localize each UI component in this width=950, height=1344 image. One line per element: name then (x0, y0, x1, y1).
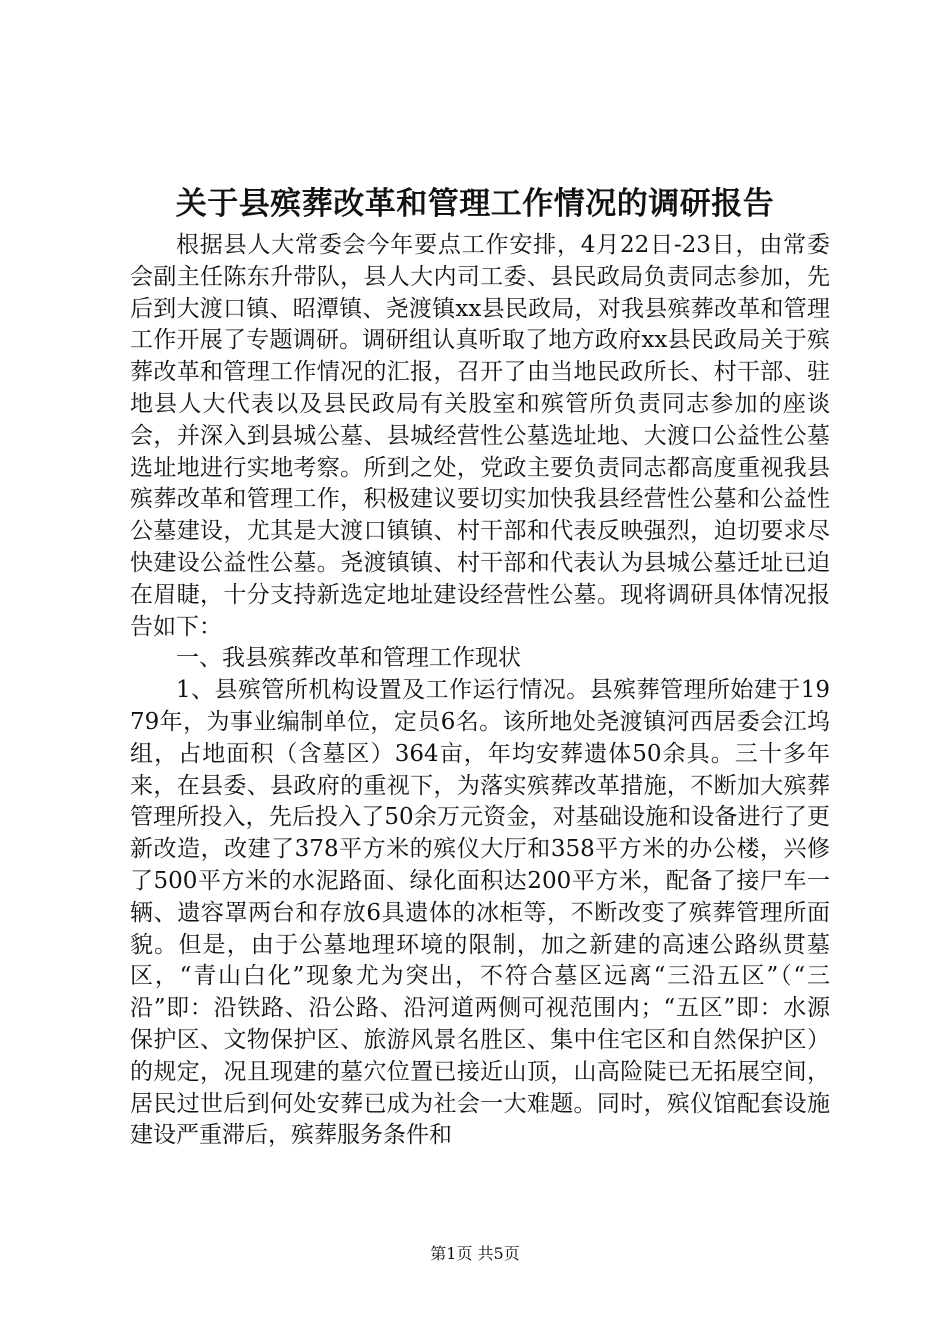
paragraph-intro: 根据县人大常委会今年要点工作安排，4月22日-23日，由常委会副主任陈东升带队，县人大内司工委、县民政局负责同志参加，先后到大渡口镇、昭潭镇、尧渡镇xx县民政局，对我县殡葬改革和管理工作开展了专题调研。调研组认真听取了地方政府xx县民政局关于殡葬改革和管理工作情况的汇报，召开了由当地民政所长、村干部、驻地县人大代表以及县民政局有关股室和殡管所负责同志参加的座谈会，并深入到县城公墓、县城经营性公墓选址地、大渡口公益性公墓选址地进行实地考察。所到之处，党政主要负责同志都高度重视我县殡葬改革和管理工作，积极建议要切实加快我县经营性公墓和公益性公墓建设，尤其是大渡口镇镇、村干部和代表反映强烈，迫切要求尽快建设公益性公墓。尧渡镇镇、村干部和代表认为县城公墓迁址已迫在眉睫，十分支持新选定地址建设经营性公墓。现将调研具体情况报告如下： (130, 232, 830, 640)
document-title: 关于县殡葬改革和管理工作情况的调研报告 (175, 186, 775, 222)
page-number-footer: 第1页 共5页 (430, 1244, 520, 1263)
paragraph-section-1: 1、县殡管所机构设置及工作运行情况。县殡葬管理所始建于1979年，为事业编制单位，定员6名。该所地处尧渡镇河西居委会江坞组，占地面积（含墓区）364亩，年均安葬遗体50余具。三十多年来，在县委、县政府的重视下，为落实殡葬改革措施，不断加大殡葬管理所投入，先后投入了50余万元资金，对基础设施和设备进行了更新改造，改建了378平方米的殡仪大厅和358平方米的办公楼，兴修了500平方米的水泥路面、绿化面积达200平方米，配备了接尸车一辆、遗容罩两台和存放6具遗体的冰柜等，不断改变了殡葬管理所面貌。但是，由于公墓地理环境的限制，加之新建的高速公路纵贯墓区，“青山白化”现象尤为突出，不符合墓区远离“三沿五区”（“三沿”即：沿铁路、沿公路、沿河道两侧可视范围内；“五区”即：水源保护区、文物保护区、旅游风景名胜区、集中住宅区和自然保护区）的规定，况且现建的墓穴位置已接近山顶，山高险陡已无拓展空间，居民过世后到何处安葬已成为社会一大难题。同时，殡仪馆配套设施建设严重滞后，殡葬服务条件和 (130, 677, 830, 1149)
section-heading: 一、我县殡葬改革和管理工作现状 (176, 645, 521, 672)
document-body (130, 230, 830, 1152)
